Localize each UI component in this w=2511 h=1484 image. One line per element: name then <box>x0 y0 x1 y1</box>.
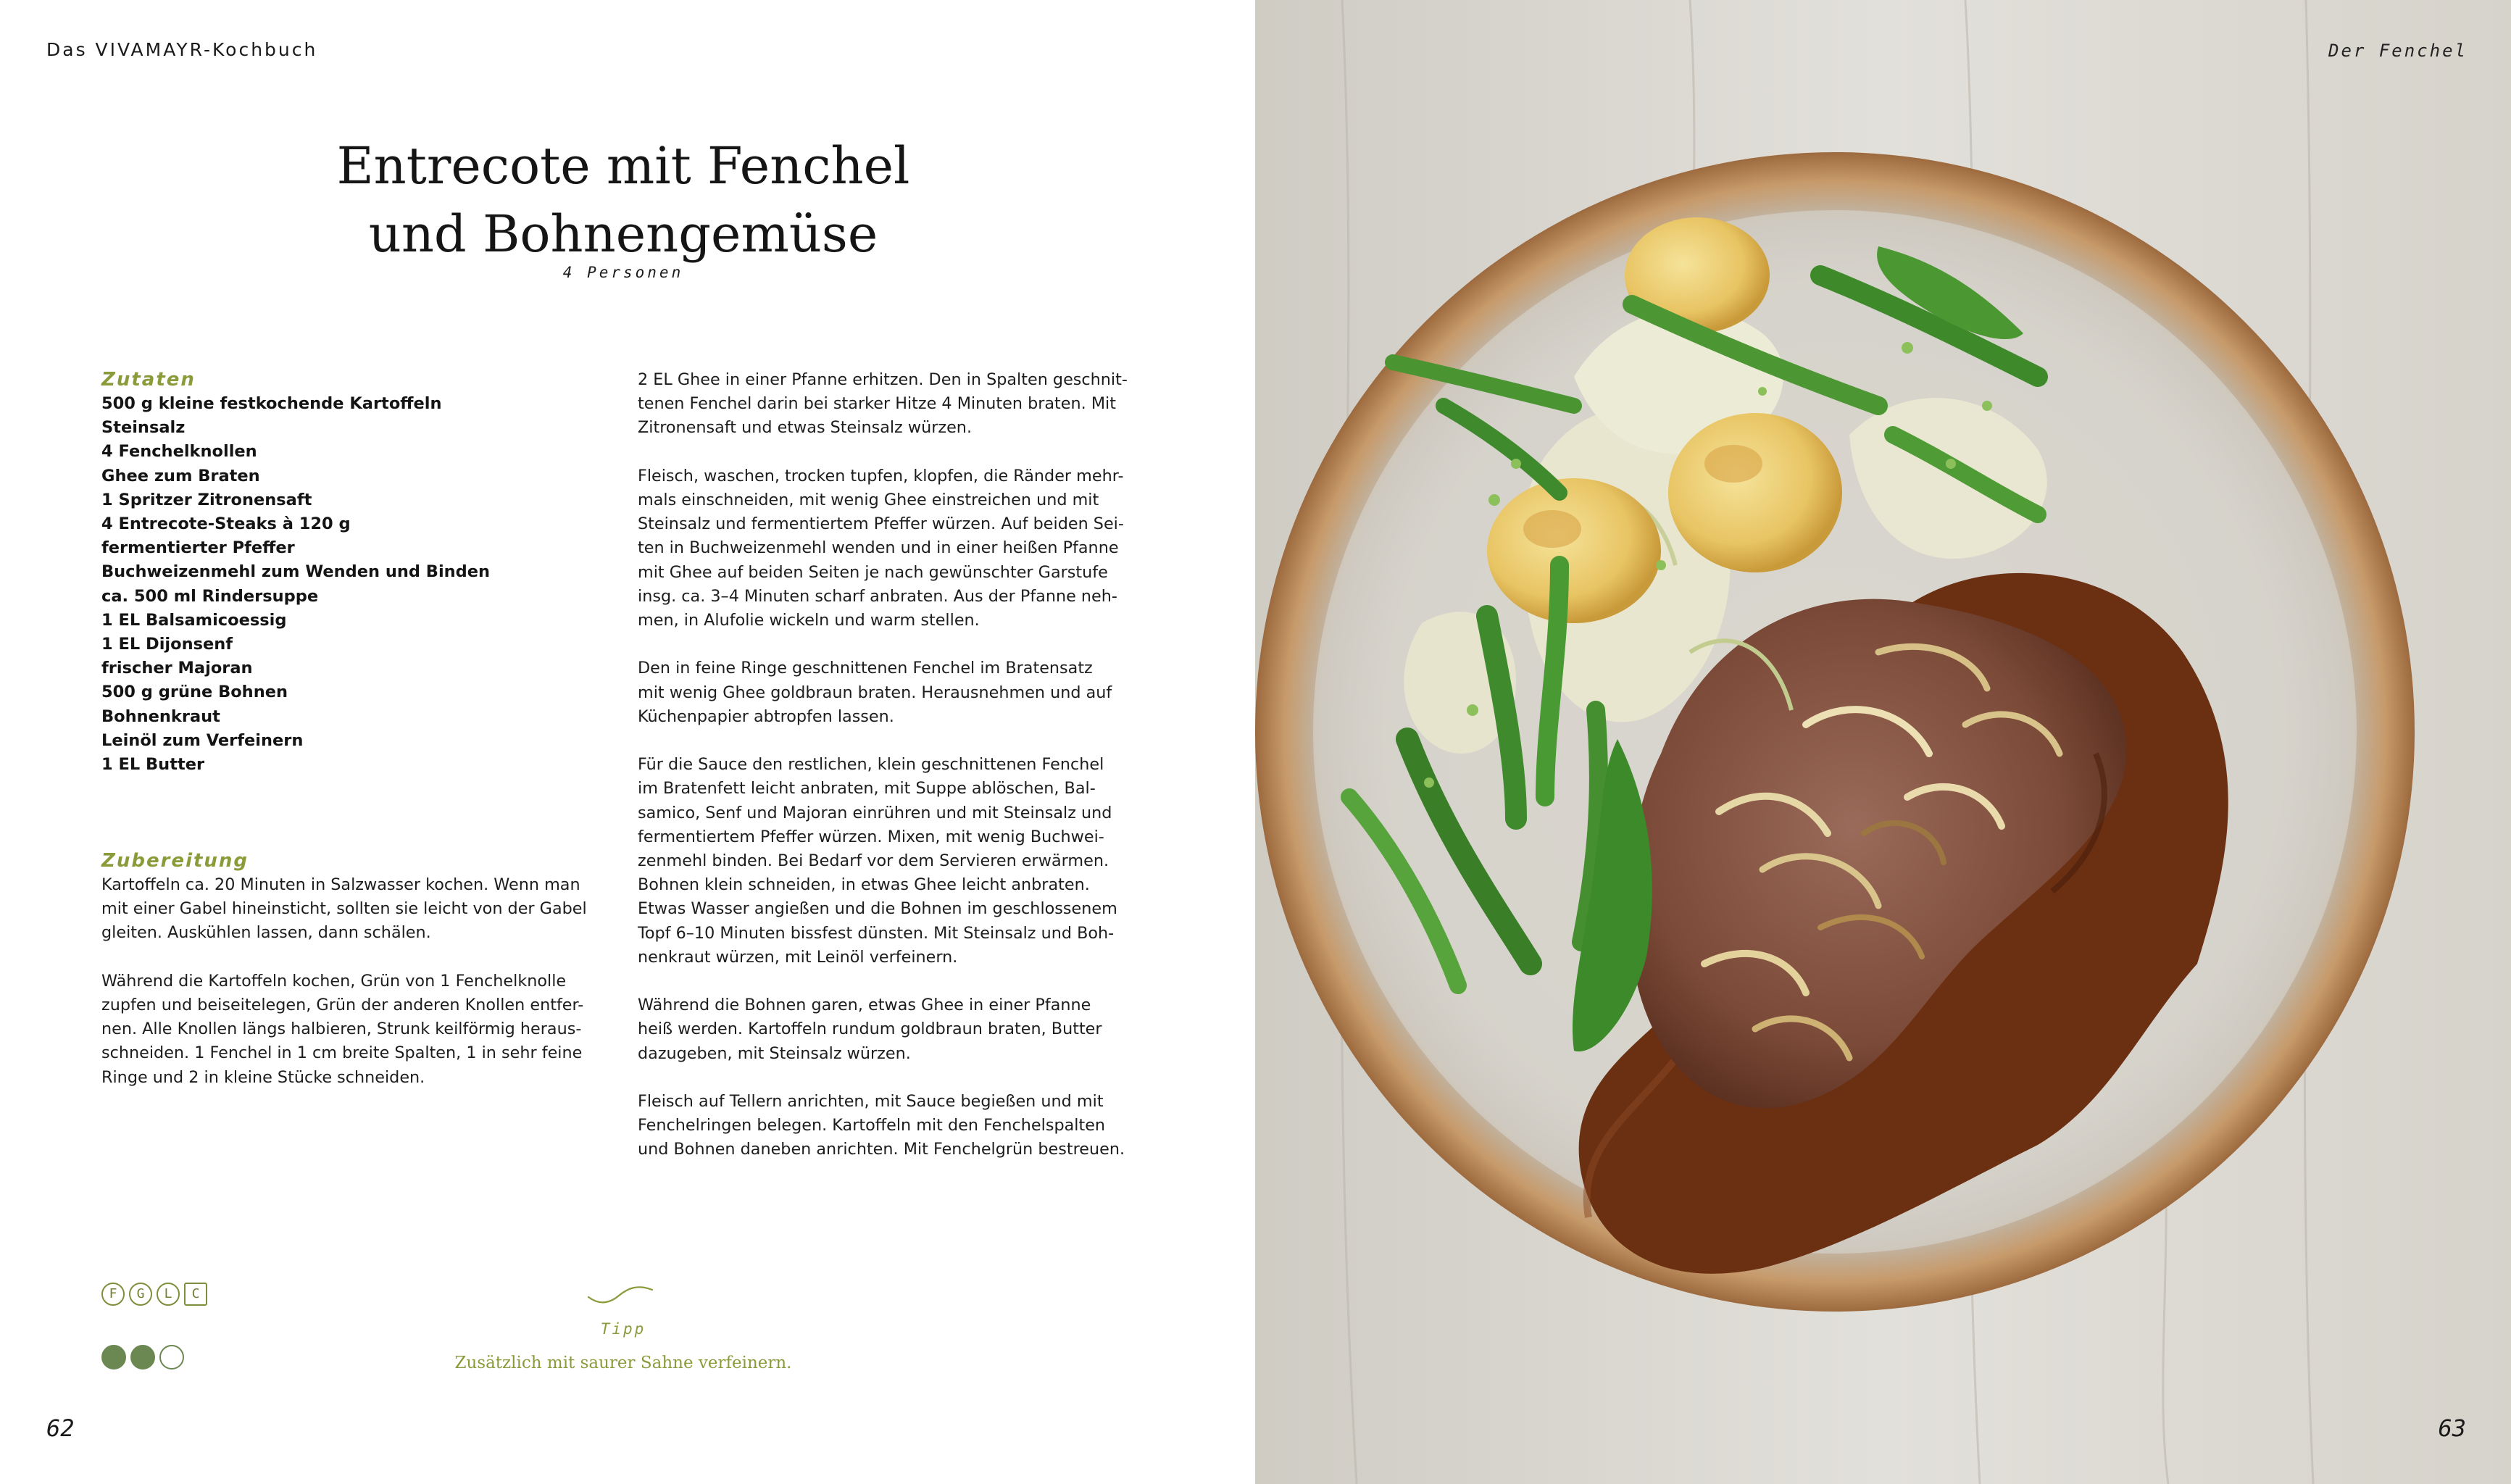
ingredient-item: fermentierter Pfeffer <box>101 538 295 558</box>
text-line: mit einer Gabel hineinsticht, sollten sie leicht von der Gabel <box>101 899 587 919</box>
text-line: Bohnen klein schneiden, in etwas Ghee leicht anbraten. <box>638 875 1090 895</box>
servings: 4 Personen <box>562 264 684 281</box>
ingredient-item: 1 EL Butter <box>101 755 205 775</box>
ingredient-item: Steinsalz <box>101 418 186 438</box>
text-line: Steinsalz und fermentiertem Pfeffer würzen. Auf beiden Sei- <box>638 514 1124 534</box>
text-line: fermentiertem Pfeffer würzen. Mixen, mit wenig Buchwei- <box>638 827 1104 846</box>
dish-photo <box>1255 0 2511 1484</box>
ingredient-item: ca. 500 ml Rindersuppe <box>101 586 319 606</box>
text-line: samico, Senf und Majoran einrühren und mit Steinsalz und <box>638 803 1112 822</box>
preparation-heading: Zubereitung <box>101 850 249 872</box>
tip-text: Zusätzlich mit saurer Sahne verfeinern. <box>454 1354 792 1372</box>
badge-g: G <box>129 1283 152 1306</box>
ingredient-item: Bohnenkraut <box>101 706 220 726</box>
badge-f: F <box>101 1283 125 1306</box>
prep-paragraph <box>101 873 609 946</box>
preparation-continued <box>638 368 1159 1186</box>
recipe-title-line-1: Entrecote mit Fenchel <box>336 136 910 196</box>
text-line: Während die Bohnen garen, etwas Ghee in einer Pfanne <box>638 996 1091 1015</box>
tip-label: Tipp <box>600 1320 646 1338</box>
ingredient-item: Ghee zum Braten <box>101 466 260 485</box>
ingredient-item: 4 Entrecote-Steaks à 120 g <box>101 514 351 534</box>
prep-paragraph <box>638 753 1159 970</box>
text-line: Während die Kartoffeln kochen, Grün von 1 Fenchelknolle <box>101 971 567 991</box>
badge-l: L <box>157 1283 180 1306</box>
text-line: dazugeben, mit Steinsalz würzen. <box>638 1043 911 1063</box>
page-number-right: 63 <box>2438 1414 2466 1442</box>
right-page <box>1255 0 2511 1484</box>
ingredients-list <box>101 392 609 777</box>
text-line: Topf 6–10 Minuten bissfest dünsten. Mit Steinsalz und Boh- <box>638 923 1115 943</box>
text-line: tenen Fenchel darin bei starker Hitze 4 Minuten braten. Mit <box>638 394 1116 414</box>
text-line: nenkraut würzen, mit Leinöl verfeinern. <box>638 947 958 967</box>
left-page <box>0 0 1255 1484</box>
text-line: Für die Sauce den restlichen, klein geschnittenen Fenchel <box>638 755 1104 775</box>
text-line: Kartoffeln ca. 20 Minuten in Salzwasser kochen. Wenn man <box>101 875 580 894</box>
page-number-left: 62 <box>46 1414 75 1442</box>
badge-c: C <box>184 1283 207 1306</box>
ingredient-item: 500 g kleine festkochende Kartoffeln <box>101 394 442 413</box>
text-line: heiß werden. Kartoffeln rundum goldbraun braten, Butter <box>638 1020 1102 1039</box>
text-line: Fleisch, waschen, trocken tupfen, klopfen, die Ränder mehr- <box>638 466 1124 485</box>
prep-paragraph <box>638 1090 1159 1162</box>
chapter-title: Der Fenchel <box>2328 41 2468 61</box>
prep-paragraph <box>638 656 1159 729</box>
text-line: zenmehl binden. Bei Bedarf vor dem Servieren erwärmen. <box>638 851 1109 871</box>
text-line: mals einschneiden, mit wenig Ghee einstreichen und mit <box>638 491 1099 509</box>
text-line: nen. Alle Knollen längs halbieren, Strunk keilförmig heraus- <box>101 1020 582 1039</box>
recipe-title-line-2: und Bohnengemüse <box>368 204 878 264</box>
tip-swirl-icon <box>586 1281 655 1307</box>
ingredient-item: frischer Majoran <box>101 659 253 678</box>
prep-paragraph <box>101 970 609 1090</box>
ingredient-item: Leinöl zum Verfeinern <box>101 730 304 750</box>
ingredients-section <box>101 368 609 777</box>
recipe-title <box>0 132 1246 268</box>
text-line: mit wenig Ghee goldbraun braten. Herausnehmen und auf <box>638 683 1112 702</box>
text-line: Den in feine Ringe geschnittenen Fenchel im Bratensatz <box>638 659 1093 678</box>
diet-badges <box>101 1283 207 1306</box>
prep-paragraph <box>638 993 1159 1066</box>
text-line: ten in Buchweizenmehl wenden und in einer heißen Pfanne <box>638 538 1119 558</box>
ingredient-item: 4 Fenchelknollen <box>101 442 257 462</box>
ingredient-item: 1 EL Balsamicoessig <box>101 610 287 630</box>
book-title: Das VIVAMAYR-Kochbuch <box>46 39 318 60</box>
text-line: Etwas Wasser angießen und die Bohnen im geschlossenem <box>638 899 1117 919</box>
text-line: Küchenpapier abtropfen lassen. <box>638 706 894 726</box>
ingredients-heading: Zutaten <box>101 369 196 391</box>
text-line: mit Ghee auf beiden Seiten je nach gewünschter Garstufe <box>638 562 1108 582</box>
text-line: men, in Alufolie wickeln und warm stellen. <box>638 611 980 630</box>
text-line: gleiten. Auskühlen lassen, dann schälen. <box>101 923 431 943</box>
prep-paragraph <box>638 464 1159 633</box>
ingredient-item: 1 EL Dijonsenf <box>101 635 233 654</box>
ingredient-item: Buchweizenmehl zum Wenden und Binden <box>101 562 491 582</box>
text-line: 2 EL Ghee in einer Pfanne erhitzen. Den in Spalten geschnit- <box>638 370 1128 389</box>
text-line: Ringe und 2 in kleine Stücke schneiden. <box>101 1067 425 1087</box>
text-line: im Bratenfett leicht anbraten, mit Suppe ablöschen, Bal- <box>638 779 1096 799</box>
text-line: Zitronensaft und etwas Steinsalz würzen. <box>638 418 973 438</box>
text-line: zupfen und beiseitelegen, Grün der anderen Knollen entfer- <box>101 996 584 1014</box>
text-line: insg. ca. 3–4 Minuten scharf anbraten. Aus der Pfanne neh- <box>638 586 1117 606</box>
ingredient-item: 500 g grüne Bohnen <box>101 683 288 702</box>
ingredient-item: 1 Spritzer Zitronensaft <box>101 490 312 509</box>
preparation-section <box>101 849 609 1114</box>
prep-paragraph <box>638 368 1159 441</box>
text-line: schneiden. 1 Fenchel in 1 cm breite Spalten, 1 in sehr feine <box>101 1043 583 1063</box>
text-line: Fenchelringen belegen. Kartoffeln mit den Fenchelspalten <box>638 1116 1106 1135</box>
text-line: und Bohnen daneben anrichten. Mit Fenchelgrün bestreuen. <box>638 1140 1125 1159</box>
text-line: Fleisch auf Tellern anrichten, mit Sauce begießen und mit <box>638 1092 1104 1112</box>
